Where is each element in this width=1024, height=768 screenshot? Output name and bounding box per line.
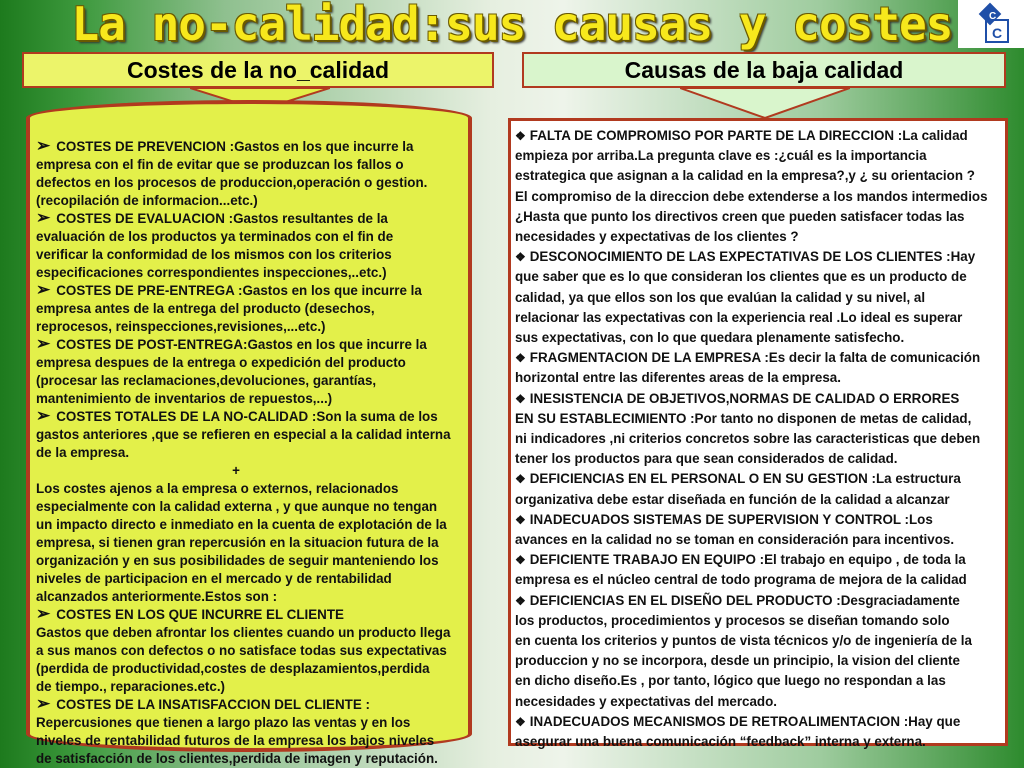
text-line: asegurar una buena comunicación “feedback” interna y externa. <box>515 734 926 750</box>
arrow-bullet-icon: ➢ <box>36 604 51 623</box>
list-item-text: INADECUADOS MECANISMOS DE RETROALIMENTACION :Hay que <box>529 713 961 729</box>
text-line: empresa antes de la entrega del producto (desechos, <box>36 301 375 316</box>
list-item-text: COSTES TOTALES DE LA NO-CALIDAD :Son la suma de los <box>56 409 438 424</box>
text-line: EN SU ESTABLECIMIENTO :Por tanto no disponen de metas de calidad, <box>515 410 972 426</box>
text-line: defectos en los procesos de produccion,operación o gestion. <box>36 175 428 190</box>
text-line: empresa despues de la entrega o expedición del producto <box>36 355 406 370</box>
diamond-bullet-icon: ❖ <box>515 593 526 608</box>
causes-text <box>515 126 1007 752</box>
list-item-heading <box>36 408 476 426</box>
list-item-text: DESCONOCIMIENTO DE LAS EXPECTATIVAS DE LOS CLIENTES :Hay <box>529 249 976 265</box>
arrow-bullet-icon: ➢ <box>36 406 51 425</box>
diamond-bullet-icon: ❖ <box>515 714 526 729</box>
text-line: de la empresa. <box>36 445 130 460</box>
right-down-arrow <box>680 88 850 118</box>
company-logo-icon <box>958 0 1024 48</box>
list-item-text: INADECUADOS SISTEMAS DE SUPERVISION Y CONTROL :Los <box>529 511 933 527</box>
list-item-heading <box>515 469 1007 489</box>
text-line: horizontal entre las diferentes areas de la empresa. <box>515 370 841 386</box>
diamond-bullet-icon: ❖ <box>515 391 526 406</box>
list-item-heading <box>515 348 1007 368</box>
costs-header: Costes de la no_calidad <box>22 52 494 88</box>
diamond-bullet-icon: ❖ <box>515 351 526 366</box>
arrow-bullet-icon: ➢ <box>36 694 51 713</box>
list-item-text: FRAGMENTACION DE LA EMPRESA :Es decir la falta de comunicación <box>529 350 981 366</box>
text-line: en cuenta los criterios y puntos de vista técnicos y/o de ingeniería de la <box>515 633 972 649</box>
text-line: (recopilación de informacion...etc.) <box>36 193 258 208</box>
text-line: relacionar las expectativas con la experiencia real .Lo ideal es superar <box>515 309 963 325</box>
slide-title: La no-calidad:sus causas y costes <box>71 0 953 51</box>
list-item-heading <box>36 282 476 300</box>
list-item-text: COSTES DE EVALUACION :Gastos resultantes de la <box>56 211 388 226</box>
text-line: empieza por arriba.La pregunta clave es :¿cuál es la importancia <box>515 148 927 164</box>
diamond-bullet-icon: ❖ <box>515 512 526 527</box>
arrow-bullet-icon: ➢ <box>36 136 51 155</box>
text-line: Repercusiones que tienen a largo plazo las ventas y en los <box>36 715 411 730</box>
text-line: empresa con el fin de evitar que se produzcan los fallos o <box>36 157 404 172</box>
text-line: especificaciones correspondientes inspecciones,..etc.) <box>36 265 387 280</box>
causes-header: Causas de la baja calidad <box>522 52 1006 88</box>
text-line: tener los productos para que sean considerados de calidad. <box>515 451 898 467</box>
list-item-heading <box>36 336 476 354</box>
text-line: especialmente con la calidad externa , y que aunque no tengan <box>36 499 438 514</box>
svg-text:C: C <box>992 25 1003 41</box>
text-line: ¿Hasta que punto los directivos creen que pueden satisfacer todas las <box>515 208 965 224</box>
text-line: (procesar las reclamaciones,devoluciones, garantías, <box>36 373 377 388</box>
text-line: El compromiso de la direccion debe extenderse a los mandos intermedios <box>515 188 988 204</box>
list-item-text: DEFICIENTE TRABAJO EN EQUIPO :El trabajo en equipo , de toda la <box>529 552 966 568</box>
list-item-text: DEFICIENCIAS EN EL DISEÑO DEL PRODUCTO :Desgraciadamente <box>529 592 960 608</box>
costs-text <box>36 138 476 768</box>
text-line: organizativa debe estar diseñada en función de la calidad a alcanzar <box>515 491 950 507</box>
svg-text:C: C <box>989 11 997 22</box>
text-line: verificar la conformidad de los mismos con los criterios <box>36 247 392 262</box>
text-line: Los costes ajenos a la empresa o externos, relacionados <box>36 481 399 496</box>
text-line: produccion y no se incorpora, desde un principio, la vision del cliente <box>515 653 960 669</box>
text-line: reprocesos, reinspecciones,revisiones,...etc.) <box>36 319 326 334</box>
text-line: Gastos que deben afrontar los clientes cuando un producto llega <box>36 625 451 640</box>
text-line: en dicho diseño.Es , por tanto, lógico que luego no respondan a las <box>515 673 946 689</box>
text-line: (perdida de productividad,costes de desplazamientos,perdida <box>36 661 430 676</box>
diamond-bullet-icon: ❖ <box>515 553 526 568</box>
diamond-bullet-icon: ❖ <box>515 472 526 487</box>
list-item-text: FALTA DE COMPROMISO POR PARTE DE LA DIRECCION :La calidad <box>529 128 968 143</box>
list-item-text: COSTES DE PREVENCION :Gastos en los que incurre la <box>56 139 414 154</box>
text-line: mantenimiento de inventarios de repuestos,...) <box>36 391 333 406</box>
diamond-bullet-icon: ❖ <box>515 250 526 265</box>
list-item-heading <box>36 696 476 714</box>
text-line: gastos anteriores ,que se refieren en especial a la calidad interna <box>36 427 451 442</box>
text-line: alcanzados anteriormente.Estos son : <box>36 589 278 604</box>
arrow-bullet-icon: ➢ <box>36 208 51 227</box>
text-line: empresa es el núcleo central de todo programa de mejora de la calidad <box>515 572 967 588</box>
diamond-bullet-icon: ❖ <box>515 129 526 143</box>
list-item-heading <box>515 247 1007 267</box>
text-line: evaluación de los productos ya terminados con el fin de <box>36 229 394 244</box>
text-line: niveles de participacion en el mercado y de rentabilidad <box>36 571 392 586</box>
list-item-heading <box>36 210 476 228</box>
text-line: organización y en sus posibilidades de seguir manteniendo los <box>36 553 439 568</box>
list-item-heading <box>515 389 1007 409</box>
text-line: un impacto directo e inmediato en la cuenta de explotación de la <box>36 517 447 532</box>
list-item-text: DEFICIENCIAS EN EL PERSONAL O EN SU GESTION :La estructura <box>529 471 961 487</box>
list-item-heading <box>515 712 1007 732</box>
text-line: de satisfacción de los clientes,perdida de imagen y reputación. <box>36 751 438 766</box>
list-item-heading <box>515 510 1007 530</box>
list-item-text: COSTES DE POST-ENTREGA:Gastos en los que incurre la <box>56 337 427 352</box>
list-item-heading <box>515 126 1007 146</box>
list-item-text: COSTES DE LA INSATISFACCION DEL CLIENTE : <box>56 697 370 712</box>
list-item-heading <box>36 138 476 156</box>
list-item-text: INESISTENCIA DE OBJETIVOS,NORMAS DE CALIDAD O ERRORES <box>529 390 960 406</box>
text-line: calidad, ya que ellos son los que evalúan la calidad y su nivel, al <box>515 289 926 305</box>
text-line: necesidades y expectativas de los clientes ? <box>515 229 799 245</box>
text-line: sus expectativas, con lo que quedara plenamente satisfecho. <box>515 330 905 346</box>
text-line: empresa, si tienen gran repercusión en la situacion futura de la <box>36 535 439 550</box>
plus-sign: + <box>232 463 240 478</box>
list-item-heading <box>515 591 1007 611</box>
text-line: los productos, procedimientos y procesos se diseñan tomando solo <box>515 612 950 628</box>
list-item-heading <box>36 606 476 624</box>
list-item-text: COSTES EN LOS QUE INCURRE EL CLIENTE <box>56 607 344 622</box>
text-line: ni indicadores ,ni criterios concretos sobre las caracteristicas que deben <box>515 431 981 447</box>
text-line: a sus manos con defectos o no satisface todas sus expectativas <box>36 643 447 658</box>
text-line: de tiempo., reparaciones.etc.) <box>36 679 226 694</box>
arrow-bullet-icon: ➢ <box>36 280 51 299</box>
list-item-heading <box>515 550 1007 570</box>
text-line: que saber que es lo que consideran los clientes que es un producto de <box>515 269 967 285</box>
text-line: niveles de rentabilidad futuros de la empresa los bajos niveles <box>36 733 435 748</box>
arrow-bullet-icon: ➢ <box>36 334 51 353</box>
text-line: necesidades y expectativas del mercado. <box>515 693 778 709</box>
list-item-text: COSTES DE PRE-ENTREGA :Gastos en los que incurre la <box>56 283 422 298</box>
text-line: avances en la calidad no se toman en consideración para incentivos. <box>515 532 955 548</box>
text-line: estrategica que asignan a la calidad en la empresa?,y ¿ su orientacion ? <box>515 168 975 184</box>
